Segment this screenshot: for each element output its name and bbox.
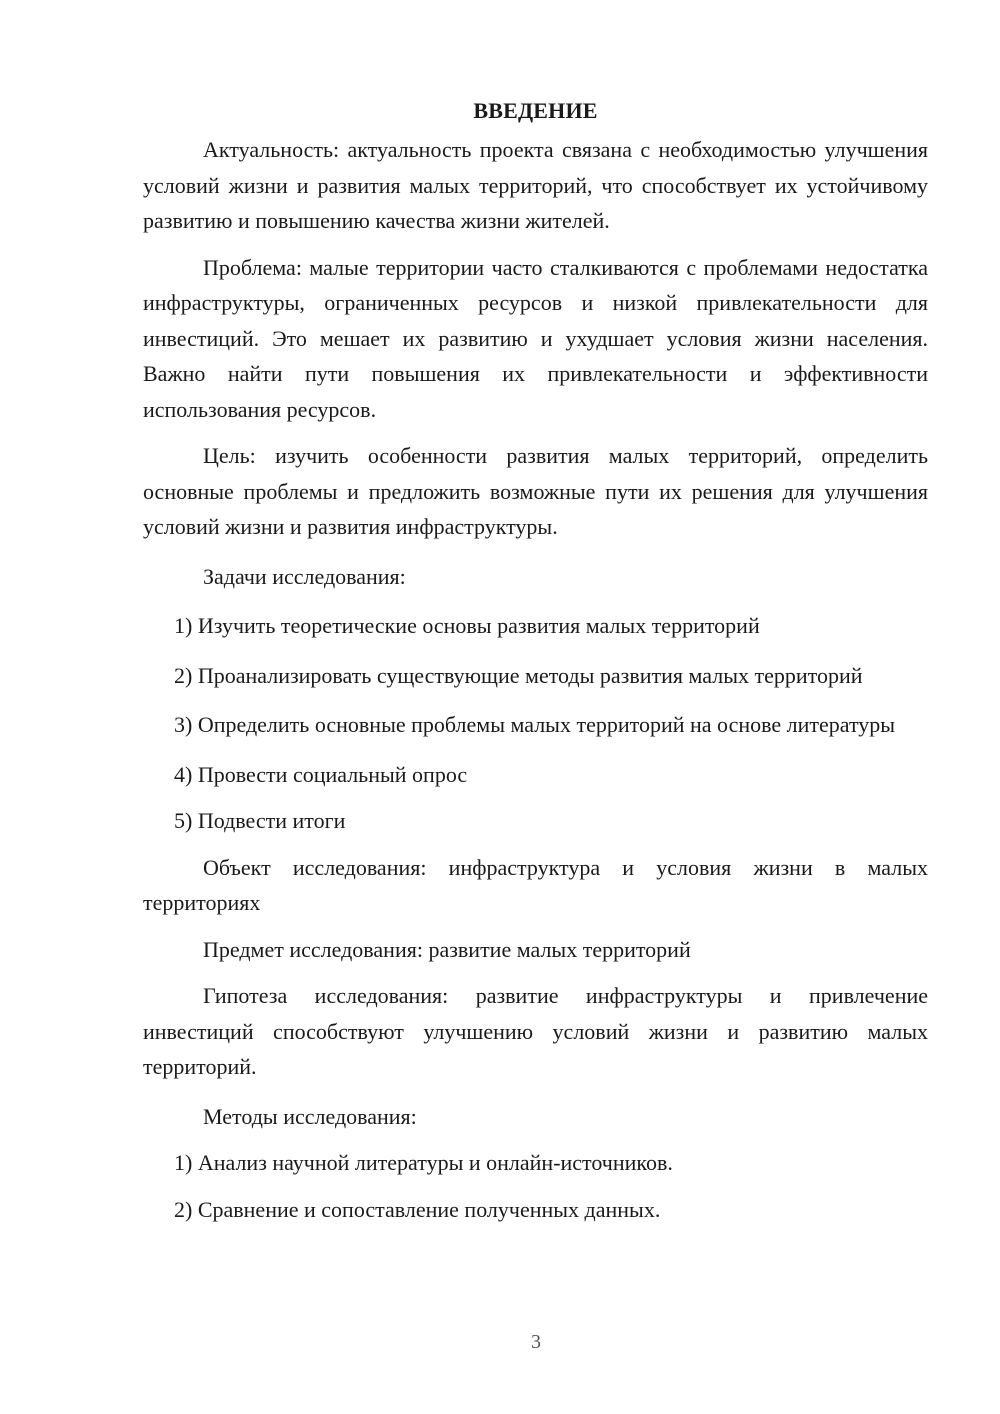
page-number: 3 [531, 1331, 541, 1353]
section-title: ВВЕДЕНИЕ [473, 98, 598, 123]
task-item-3: 3) Определить основные проблемы малых территорий на основе литературы [174, 712, 896, 737]
task-item-4: 4) Провести социальный опрос [174, 761, 468, 787]
method-item-1: 1) Анализ научной литературы и онлайн-источников. [174, 1150, 673, 1175]
method-item-2: 2) Сравнение и сопоставление полученных данных. [174, 1196, 661, 1222]
paragraph-object: Объект исследования: инфраструктура и условия жизни в малых территориях [143, 854, 928, 915]
paragraph-problem: Проблема: малые территории часто сталкиваются с проблемами недостатка инфраструктуры, ограниченных ресурсов и низкой привлекательности для инвестиций. Это мешает их развитию и ухудшает условия жизни населения. Важно найти пути повышения их привлекательности и эффективности использования ресурсов. [143, 254, 928, 422]
tasks-heading: Задачи исследования: [203, 563, 406, 589]
task-item-5: 5) Подвести итоги [174, 808, 346, 833]
paragraph-relevance: Актуальность: актуальность проекта связана с необходимостью улучшения условий жизни и развития малых территорий, что способствует их устойчивому развитию и повышению качества жизни жителей. [143, 137, 928, 233]
paragraph-hypothesis: Гипотеза исследования: развитие инфраструктуры и привлечение инвестиций способствуют улучшению условий жизни и развитию малых территорий. [143, 983, 928, 1079]
paragraph-subject: Предмет исследования: развитие малых территорий [203, 936, 691, 962]
task-item-1: 1) Изучить теоретические основы развития малых территорий [174, 613, 760, 638]
document-page [143, 96, 928, 1238]
paragraph-goal: Цель: изучить особенности развития малых территорий, определить основные проблемы и предложить возможные пути их решения для улучшения условий жизни и развития инфраструктуры. [143, 443, 928, 539]
methods-heading: Методы исследования: [203, 1103, 417, 1129]
task-item-2: 2) Проанализировать существующие методы развития малых территорий [174, 662, 863, 688]
